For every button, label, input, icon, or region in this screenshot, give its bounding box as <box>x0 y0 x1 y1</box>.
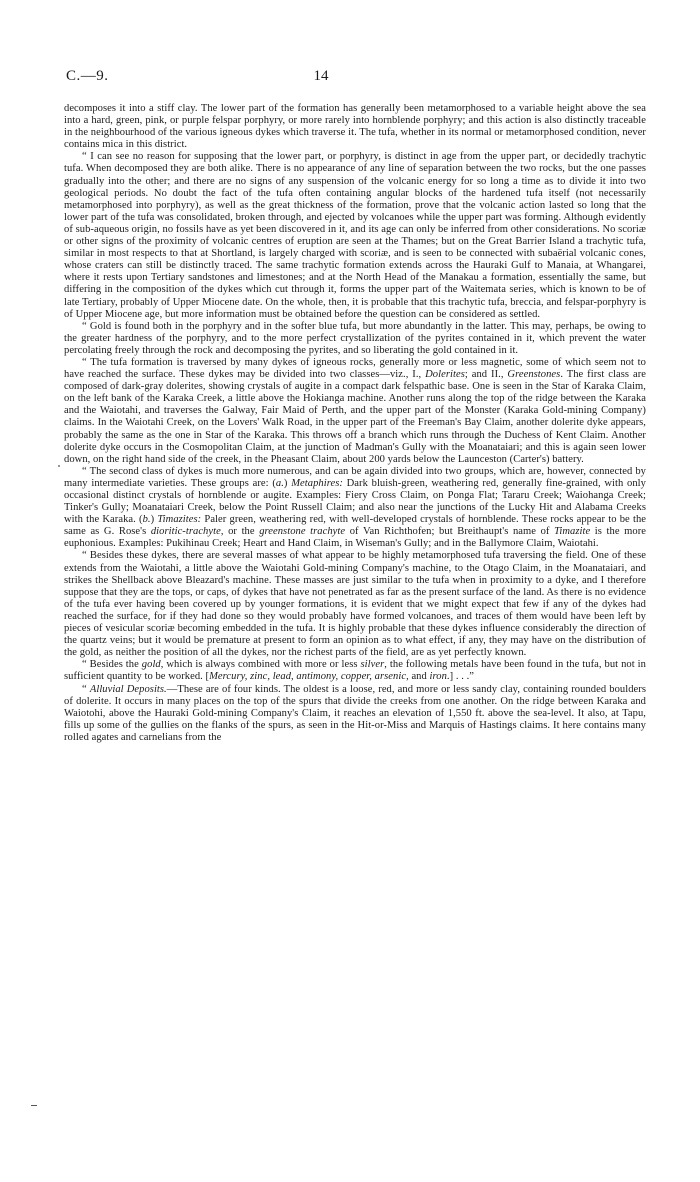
text-segment: ) <box>150 514 158 526</box>
document-reference: C.—9. <box>66 68 109 84</box>
italic-text: Timazite <box>554 526 591 538</box>
text-segment: , the following metals have been found in the tufa, but not in sufficient quantity to be worked. [ <box>64 659 646 683</box>
paragraph <box>64 466 646 551</box>
text-segment: “ Besides the <box>82 659 142 671</box>
italic-text: b. <box>142 514 151 526</box>
text-segment: Dark bluish-green, weathering red, generally fine-grained, with only occasional distinct crystals of hornblende or augite. Examples: Fiery Cross Claim, on Ponga Flat; Tararu Creek; Waiohanga Creek; Tinker's Gully; Moanataiari Creek, below the Point Russell Claim; and also near the junctions of the Lucky Hit and Alabama Creeks with the Karaka. ( <box>64 477 646 526</box>
text-segment: —These are of four kinds. The oldest is a loose, red, and more or less sandy clay, containing rounded boulders of dolerite. It occurs in many places on the top of the spurs that divide the creeks from one another. On the ridge between Karaka and Waiotohi, above the Hauraki Gold-mining Company's Claim, it reaches an elevation of 1,550 ft. above the sea-level. It also, at Tapu, fills up some of the gullies on the flanks of the spurs, as seen in the Hit-or-Miss and Marquis of Hastings claims. It here contains many rolled agates and carnelians from the <box>64 683 646 743</box>
text-segment: and <box>408 671 430 683</box>
text-segment: “ I can see no reason for supposing that the lower part, or porphyry, is distinct in age from the upper part, or decidedly trachytic tufa. When decomposed they are both alike. There is no appearance of any line of separation between the two rocks, but the one passes gradually into the other; and there are no signs of any suspension of the volcanic energy for so long a time as to divide it into two geological periods. No doubt the fact of the tufa often containing angular blocks of the hardened tufa itself (not necessarily metamorphosed into porphyry), as well as the great thickness of the formation, prove that the volcanic action lasted so long that the lower part of the tufa was consolidated, broken through, and ejected by volcanoes while the upper part was forming. Although evidently of sub-aqueous origin, no fossils have as yet been discovered in it, and its age can only be inferred from other considerations. No scoriæ or other signs of the proximity of volcanic centres of eruption are seen at the Thames; but on the Great Barrier Island a trachytic tufa, similar in most respects to that at Shortland, is largely charged with scoriæ, and is seen to be connected with subaërial volcanic cones, whose craters can still be distinctly traced. The same trachytic formation extends across the Hauraki Gulf to Manaia, at Whangarei, where it rests upon Tertiary sandstones and limestones; and at the North Head of the Manakau a formation, essentially the same, but differing in the composition of the dykes which cut through it, forms the upper part of the Waitemata series, which is known to be of late Tertiary, probably of Upper Miocene date. On the whole, then, it is probable that this trachytic tufa, breccia, and felspar-porphyry is of Upper Miocene age, but more information must be obtained before the question can be considered as settled. <box>64 151 646 320</box>
text-segment: “ The tufa formation is traversed by many dykes of igneous rocks, generally more or less magnetic, some of which seem not to have reached the surface. These dykes may be divided into two classes—viz., I., <box>64 356 646 381</box>
margin-dash <box>31 1105 37 1106</box>
text-segment: Paler green, weathering red, with well-developed crystals of hornblende. These rocks appear to be the same as G. Rose's <box>64 514 646 538</box>
italic-text: gold <box>141 659 161 671</box>
page-number: 14 <box>313 68 329 84</box>
text-segment: . The first class are composed of dark-gray dolerites, showing crystals of augite in a compact dark felspathic base. One is seen in the Star of Karaka Claim, on the left bank of the Karaka Creek, a little above the Hokianga machine. Another runs along the top of the ridge between the Karaka and the Waiotahi, and traverses the Galway, Fair Maid of Perth, and the upper part of the Monster (Karaka Gold-mining Company) claims. In the Waiotahi Creek, on the Lovers' Walk Road, in the upper part of the Freeman's Bay Claim, another dolerite dyke appears, probably the same as the one in Star of the Karaka. This throws off a branch which runs through the Duchess of Kent Claim. Another dolerite dyke occurs in the Cosmopolitan Claim, at the junction of Madman's Gully with the Moanataiari; and this is again seen lower down, on the right hand side of the creek, in the Pheasant Claim, about 200 yards below the Launceston (Carter's) battery. <box>64 369 646 465</box>
italic-text: a. <box>275 477 284 489</box>
text-segment: “ The second class of dykes is much more numerous, and can be again divided into two groups, which are, however, connected by many intermediate varieties. These groups are: ( <box>64 465 646 489</box>
page-header <box>66 66 640 86</box>
text-segment: of Van Richthofen; but Breithaupt's name of <box>345 526 555 538</box>
paragraph <box>64 321 646 357</box>
italic-text: silver <box>360 659 385 671</box>
paragraph <box>64 357 646 466</box>
italic-text: iron <box>429 671 447 683</box>
paragraph <box>64 684 646 744</box>
text-segment: “ <box>82 683 90 695</box>
text-segment: , or the <box>220 526 260 538</box>
italic-text: greenstone trachyte <box>259 526 346 538</box>
body-text <box>64 103 646 744</box>
paragraph <box>64 550 646 659</box>
italic-text: dioritic-trachyte <box>150 526 221 538</box>
paragraph <box>64 151 646 320</box>
text-segment: is the more euphonious. Examples: Pukihinau Creek; Heart and Hand Claim, in Wiseman's Gully; and in the Ballymore Claim, Waiotahi. <box>64 526 647 550</box>
text-segment: “ Gold is found both in the porphyry and in the softer blue tufa, but more abundantly in the latter. This may, perhaps, be owing to the greater hardness of the porphyry, and to the more perfect crystallization of the pyrites contained in it, which prevent the water percolating freely through the rock and decomposing the pyrites, and so liberating the gold contained in it. <box>64 320 646 356</box>
paragraph <box>64 103 646 151</box>
margin-mark <box>58 465 60 467</box>
text-segment: decomposes it into a stiff clay. The lower part of the formation has generally been metamorphosed to a variable height above the sea into a hard, green, pink, or purple felspar porphyry, or more rarely into hornblende porphyry; and this action is also distinctly traceable in the neighbourhood of the various igneous dykes which traverse it. The tufa, whether in its normal or metamorphosed condition, never contains mica in this district. <box>64 103 646 151</box>
text-segment: ) <box>283 477 292 489</box>
text-segment: ; and II., <box>464 369 508 381</box>
paragraph <box>64 659 646 683</box>
italic-text: Metaphires: <box>291 477 343 489</box>
italic-text: Timazites: <box>157 514 202 526</box>
text-segment: , which is always combined with more or less <box>160 659 361 671</box>
italic-text: Mercury, zinc, lead, antimony, copper, arsenic, <box>209 671 409 683</box>
italic-text: Dolerites <box>425 369 465 381</box>
italic-text: Alluvial Deposits. <box>89 683 167 695</box>
text-segment: .] . . .” <box>446 671 475 683</box>
italic-text: Greenstones <box>507 369 561 381</box>
text-segment: “ Besides these dykes, there are several masses of what appear to be highly metamorphosed tufa traversing the field. One of these extends from the Waiotahi, a little above the Waiotahi Gold-mining Company's machine, to the Otago Claim, in the Moanataiari, and strikes the Shellback above Bleazard's machine. These masses are just similar to the tufa when in proximity to a dyke, and I therefore suppose that they are the tops, or caps, of dykes that have not penetrated as far as the present surface of the land. As there is no evidence of the tufa ever having been covered up by younger formations, it is evident that we might expect that few if any of the dykes had reached the surface, for if they had done so they would probably have formed volcanoes, and traces of them would have been left by pieces of vesicular scoriæ becoming embedded in the tufa. It is highly probable that these dykes influence considerably the direction of the quartz veins; but it would be premature at present to form an opinion as to what effect, if any, they may have on the distribution of the gold, as neither the position of all the dykes, nor the richest parts of the field, are as yet perfectly known. <box>64 550 646 659</box>
